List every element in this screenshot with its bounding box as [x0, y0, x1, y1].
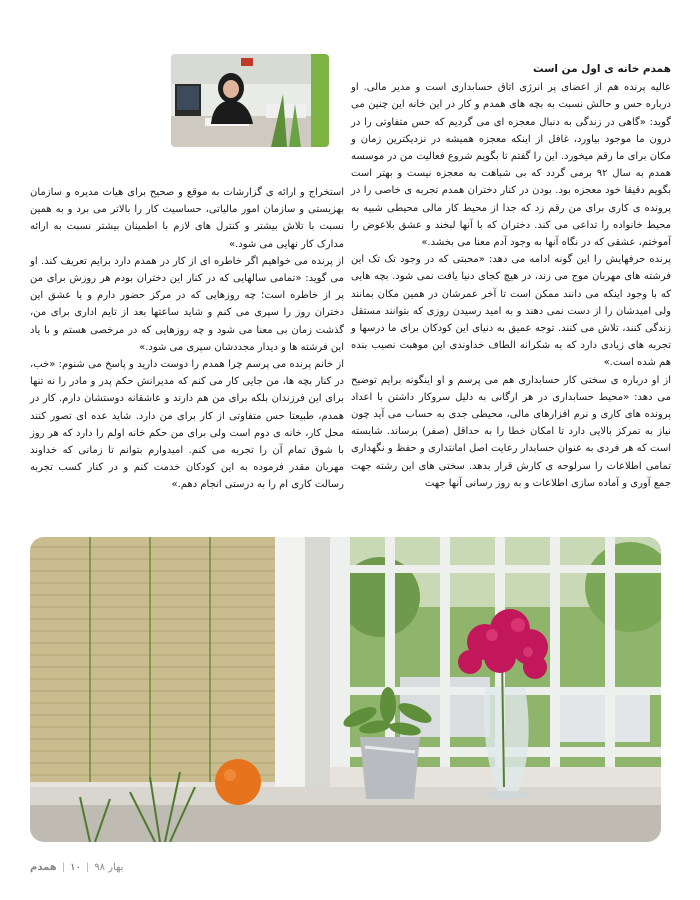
footer-divider: | — [85, 862, 90, 873]
page-number: ۱۰ — [70, 862, 81, 873]
orange — [215, 759, 261, 805]
paragraph: استخراج و ارائه ی گزارشات به موقع و صحیح برای هیات مدیره و سازمان بهزیستی و سازمان امور مالیاتی، حساسیت کار را بالاتر می برد و به همین نسبت با تلاش بیشتر و کنترل های لازم با اطمینان بیشتر نسبت به ارائه مدارک کار نهایی می شود.» — [30, 187, 344, 250]
bamboo-blind — [30, 537, 275, 782]
footer-divider: | — [61, 862, 66, 873]
portrait-photo — [171, 54, 329, 147]
paragraph: پرنده حرفهایش را این گونه ادامه می دهد: «محبتی که در وجود تک تک این فرشته های مهربان موج می زند، در هیچ کجای دنیا یافت نمی شود. بچه هایی که با وجود اینکه می دانند ممکن است تا آخر عمرشان در همین مکان بمانند ولی امیدشان را از دست نمی دهند و به امید رسیدن روزی که بتوانند مستقل زندگی کنند، تلاش می کنند. توجه عمیق به دنیای این کودکان برای ما درسها و تجربه های زیادی دارد که به شکرانه الطاف خداوندی این موهبت نصیب بنده هم شده است.» — [351, 254, 671, 369]
article-right-column — [351, 61, 671, 492]
page-footer — [30, 862, 123, 873]
paragraph: از خانم پرنده می پرسم چرا همدم را دوست دارید و پاسخ می شنوم: «خب، در کنار بچه ها، من جایی کار می کنم که مدیرانش حکم پدر و مادر را نه تنها برای این فرزندان بلکه برای من هم دارند و عاشقانه دوستشان دارم. کار در همدم، طبیعتا حس متفاوتی از کار برای من دارد. شاید عده ای تصور کنند محل کار، خانه ی دوم است ولی برای من حکم خانه اولم را دارد که هر روز با شوق تمام آن را تجربه می کنم. امیدوارم بتوانم تا زمانی که خداوند مهربان مقدر فرموده به این کودکان خدمت کنم و در کنار کسب تجربه رسالت کاری ام را به درستی انجام دهم.» — [30, 359, 344, 491]
article-left-column — [30, 184, 344, 494]
portrait-illustration — [171, 54, 329, 147]
window-sill — [30, 787, 661, 805]
issue-season: بهار ۹۸ — [94, 862, 124, 873]
paragraph: عالیه پرنده هم از اعضای پر انرژی اتاق حسابداری است و مدیر مالی. او درباره حس و حالش نسبت به بچه های همدم و کار در این خانه این چنین می گوید: «گاهی در زندگی به دنبال معجزه ای می گردیم که حس متفاوتی را در درون ما موجود بیاورد، غافل از اینکه معجزه همیشه در نزدیکترین زمان و مکان برای ما رقم میخورد. این را گفتم تا بگویم شروع فعالیت من در موسسه همدم به سال ۹۲ برمی گردد که بی شباهت به معجزه نیست و بهتر است بگویم دقیقا خود معجزه بود. بودن در کنار دختران همدم تجربه ی خاصی را در پرونده ی کاری برای من رقم زد که جدا از محیط کار مالی محیطی شبیه به محیط خانواده را تداعی می کند. دختران که با آنها لبخند و عشق بلاعوض را آموختم، عشقی که در نگاه آنها به وجود آدم معنا می بخشد.» — [351, 82, 671, 249]
paragraph: از پرنده می خواهیم اگر خاطره ای از کار در همدم دارد برایم تعریف کند. او می گوید: «تمامی سالهایی که در کنار این دختران بودم هر روزش برای من پر از خاطره است؛ چه روزهایی که در مرکز حضور دارم و با عشق این دختران روز را سپری می کنم و شاید ساعتها بعد از تایم اداری برای من، گذشت زمان بی معنا می شود و چه روزهایی که در مرخصی هستم و با یاد این فرشته ها و دیدار مجددشان سپری می شود.» — [30, 255, 344, 353]
window-photo — [30, 537, 661, 842]
paragraph: از او درباره ی سختی کار حسابداری هم می پرسم و او اینگونه برایم توضیح می دهد: «محیط حسابداری در هر ارگانی به دلیل سروکار داشتن با اعداد پرونده های کاری و نرم افزارهای مالی، محیطی جدی به حساب می آید چون نیاز به تمرکز بالایی دارد تا امکان خطا را به حداقل (صفر) برساند. شایسته است که هر فردی به عنوان حسابدار رعایت اصل امانتداری و حفظ و نگهداری تمامی اطلاعات را سرلوحه ی کارش قرار بدهد. سختی های این رشته جهت جمع آوری و آماده سازی اطلاعات و به روز رسانی آنها جهت — [351, 374, 671, 489]
magazine-logo: همدم — [30, 862, 57, 873]
section-heading: همدم خانه ی اول من است — [532, 63, 671, 75]
window-scene-illustration — [30, 537, 661, 842]
green-accent-strip — [311, 54, 329, 147]
curtain — [275, 537, 305, 792]
